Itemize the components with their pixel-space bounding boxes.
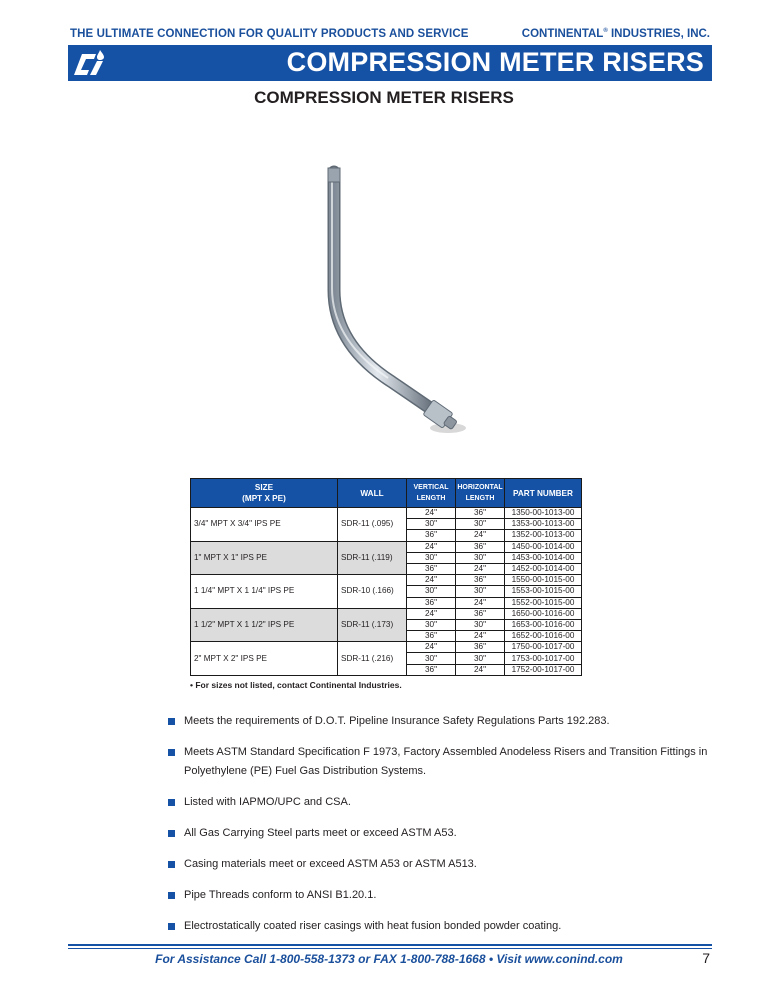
cell-horizontal-length: 36" [456, 608, 505, 619]
cell-vertical-length: 36" [407, 563, 456, 574]
table-row [191, 541, 582, 552]
cell-vertical-length: 36" [407, 631, 456, 642]
header-size: SIZE (MPT X PE) [191, 479, 338, 508]
cell-part-number: 1653-00-1016-00 [505, 619, 582, 630]
cell-vertical-length: 24" [407, 508, 456, 519]
cell-size: 1" MPT X 1" IPS PE [191, 541, 338, 575]
cell-horizontal-length: 24" [456, 563, 505, 574]
cell-vertical-length: 36" [407, 597, 456, 608]
cell-vertical-length: 24" [407, 575, 456, 586]
header-horizontal-length: HORIZONTAL LENGTH [456, 479, 505, 508]
company-name: CONTINENTAL® INDUSTRIES, INC. [521, 28, 710, 40]
cell-vertical-length: 24" [407, 541, 456, 552]
cell-vertical-length: 30" [407, 586, 456, 597]
header-tagline: THE ULTIMATE CONNECTION FOR QUALITY PRODUCTS AND SERVICE [70, 28, 469, 40]
cell-part-number: 1750-00-1017-00 [505, 642, 582, 653]
cell-size: 1 1/4" MPT X 1 1/4" IPS PE [191, 575, 338, 609]
cell-horizontal-length: 24" [456, 664, 505, 675]
cell-vertical-length: 30" [407, 653, 456, 664]
feature-item: Electrostatically coated riser casings with heat fusion bonded powder coating. [168, 917, 728, 936]
page-number: 7 [702, 950, 710, 966]
page-title: COMPRESSION METER RISERS [254, 88, 514, 107]
cell-part-number: 1352-00-1013-00 [505, 530, 582, 541]
cell-vertical-length: 30" [407, 519, 456, 530]
cell-horizontal-length: 36" [456, 642, 505, 653]
riser-spec-table [190, 478, 582, 676]
header-vertical-length: VERTICAL LENGTH [407, 479, 456, 508]
bullet-square-icon [168, 923, 175, 930]
footer-rule [68, 944, 712, 946]
cell-horizontal-length: 24" [456, 631, 505, 642]
cell-vertical-length: 30" [407, 619, 456, 630]
cell-horizontal-length: 24" [456, 530, 505, 541]
cell-part-number: 1553-00-1015-00 [505, 586, 582, 597]
header-wall: WALL [338, 479, 407, 508]
bullet-square-icon [168, 830, 175, 837]
table-row [191, 642, 582, 653]
cell-horizontal-length: 36" [456, 541, 505, 552]
cell-horizontal-length: 36" [456, 508, 505, 519]
cell-horizontal-length: 24" [456, 597, 505, 608]
company-logo-icon [72, 48, 106, 78]
header-part-number: PART NUMBER [505, 479, 582, 508]
cell-wall: SDR-10 (.166) [338, 575, 407, 609]
cell-horizontal-length: 30" [456, 653, 505, 664]
riser-product-image [300, 160, 480, 450]
feature-item: Casing materials meet or exceed ASTM A53 or ASTM A513. [168, 855, 728, 874]
table-row [191, 508, 582, 519]
cell-size: 2" MPT X 2" IPS PE [191, 642, 338, 676]
cell-wall: SDR-11 (.173) [338, 608, 407, 642]
cell-part-number: 1650-00-1016-00 [505, 608, 582, 619]
cell-size: 1 1/2" MPT X 1 1/2" IPS PE [191, 608, 338, 642]
footer-rule-thin [68, 948, 712, 949]
cell-part-number: 1453-00-1014-00 [505, 552, 582, 563]
cell-vertical-length: 30" [407, 552, 456, 563]
cell-part-number: 1353-00-1013-00 [505, 519, 582, 530]
cell-vertical-length: 24" [407, 642, 456, 653]
bullet-square-icon [168, 799, 175, 806]
cell-wall: SDR-11 (.216) [338, 642, 407, 676]
table-footnote: • For sizes not listed, contact Continental Industries. [190, 680, 402, 690]
feature-item: Listed with IAPMO/UPC and CSA. [168, 793, 728, 812]
bullet-square-icon [168, 892, 175, 899]
cell-horizontal-length: 30" [456, 619, 505, 630]
cell-part-number: 1452-00-1014-00 [505, 563, 582, 574]
assistance-contact: For Assistance Call 1-800-558-1373 or FAX 1-800-788-1668 • Visit www.conind.com [155, 952, 623, 966]
feature-item: All Gas Carrying Steel parts meet or exceed ASTM A53. [168, 824, 728, 843]
cell-horizontal-length: 30" [456, 519, 505, 530]
cell-vertical-length: 36" [407, 664, 456, 675]
cell-part-number: 1552-00-1015-00 [505, 597, 582, 608]
feature-item: Meets the requirements of D.O.T. Pipeline Insurance Safety Regulations Parts 192.283. [168, 712, 728, 731]
bullet-square-icon [168, 749, 175, 756]
bullet-square-icon [168, 861, 175, 868]
cell-horizontal-length: 30" [456, 586, 505, 597]
cell-part-number: 1550-00-1015-00 [505, 575, 582, 586]
cell-wall: SDR-11 (.119) [338, 541, 407, 575]
table-row [191, 608, 582, 619]
cell-horizontal-length: 30" [456, 552, 505, 563]
feature-item: Meets ASTM Standard Specification F 1973, Factory Assembled Anodeless Risers and Transition Fittings in Polyethylene (PE) Fuel Gas Distribution Systems. [168, 743, 728, 781]
cell-part-number: 1752-00-1017-00 [505, 664, 582, 675]
table-row [191, 575, 582, 586]
cell-part-number: 1450-00-1014-00 [505, 541, 582, 552]
title-banner [68, 45, 712, 81]
cell-part-number: 1753-00-1017-00 [505, 653, 582, 664]
cell-part-number: 1350-00-1013-00 [505, 508, 582, 519]
feature-list [168, 712, 728, 948]
banner-title: COMPRESSION METER RISERS [286, 47, 704, 77]
bullet-square-icon [168, 718, 175, 725]
cell-size: 3/4" MPT X 3/4" IPS PE [191, 508, 338, 542]
cell-wall: SDR-11 (.095) [338, 508, 407, 542]
cell-vertical-length: 36" [407, 530, 456, 541]
cell-horizontal-length: 36" [456, 575, 505, 586]
table-header-row [191, 479, 582, 508]
cell-vertical-length: 24" [407, 608, 456, 619]
cell-part-number: 1652-00-1016-00 [505, 631, 582, 642]
feature-item: Pipe Threads conform to ANSI B1.20.1. [168, 886, 728, 905]
